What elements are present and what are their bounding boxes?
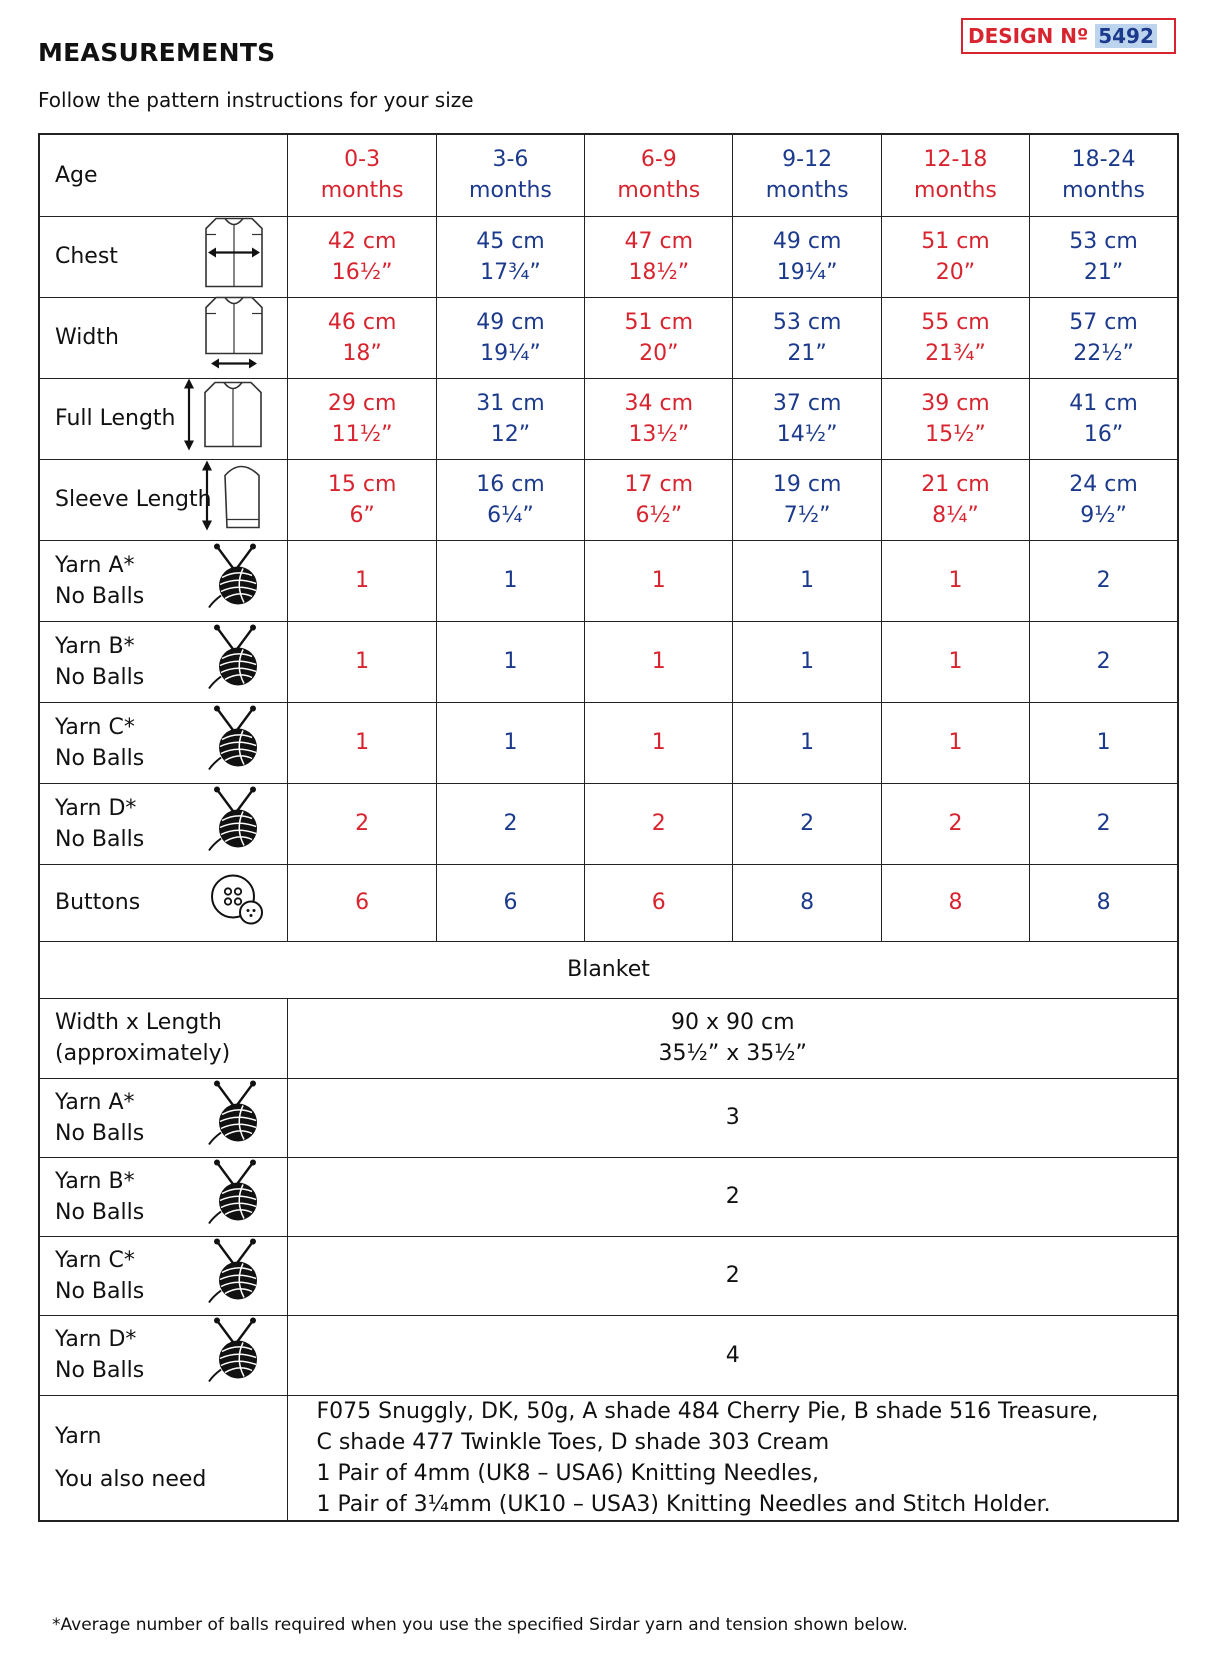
cell-value: 16 cm (476, 471, 545, 497)
value-cell (288, 216, 436, 297)
row-label: (approximately) (55, 1041, 231, 1066)
size-range: 12-18 (923, 147, 988, 173)
value-cell (288, 297, 436, 378)
row-label-cell (39, 134, 288, 216)
row-label: Yarn A* (55, 552, 135, 578)
cell-value: 57 cm (1069, 309, 1138, 335)
row-label: Chest (55, 244, 118, 269)
blanket-row (39, 1157, 1178, 1236)
sleeve-measure-icon (201, 457, 265, 542)
value-cell (288, 621, 436, 702)
value-cell (288, 702, 436, 783)
row-label: No Balls (55, 1120, 145, 1146)
yarn-ball-icon (207, 1080, 265, 1155)
age-row (39, 134, 1178, 216)
length-measure-icon (181, 376, 265, 461)
value-cell (1030, 216, 1178, 297)
value-cell (436, 297, 584, 378)
cell-value: 37 cm (772, 390, 842, 416)
yarn-ball-icon (207, 1318, 265, 1393)
row-label-cell (39, 540, 288, 621)
row-label-cell (39, 783, 288, 864)
cell-value: 55 cm (921, 309, 990, 335)
design-label: DESIGN Nº (968, 24, 1089, 48)
value-cell (1030, 783, 1178, 864)
size-unit: months (765, 178, 849, 204)
value-cell (436, 378, 584, 459)
row-label: Yarn C* (55, 1247, 135, 1273)
value-cell (585, 378, 733, 459)
cell-value: 2 (948, 811, 963, 836)
value-cell (881, 378, 1029, 459)
cell-value: 2 (503, 811, 518, 836)
cell-value: 1 (355, 568, 370, 593)
cell-value: 2 (1096, 649, 1111, 674)
blanket-value (288, 1157, 1178, 1236)
cell-value: 1 (355, 730, 370, 755)
cell-value: 1 (948, 568, 963, 593)
cell-value: 13½” (628, 421, 690, 447)
cell-value: 16½” (331, 259, 393, 285)
size-unit: months (914, 178, 997, 204)
value-cell (733, 621, 881, 702)
measurement-row (39, 297, 1178, 378)
width-measure-icon (203, 295, 265, 380)
row-label-cell (39, 621, 288, 702)
cell-value: 9½” (1080, 502, 1127, 528)
cell-value: 29 cm (327, 390, 397, 416)
value-cell (881, 621, 1029, 702)
value-cell (1030, 702, 1178, 783)
row-label: No Balls (55, 826, 145, 852)
value-cell (585, 540, 733, 621)
blanket-value (288, 998, 1178, 1078)
cell-value: 51 cm (624, 309, 694, 335)
value-cell (436, 702, 584, 783)
cell-value: 19 cm (772, 471, 842, 497)
cell-value: 21” (1083, 259, 1124, 285)
cell-value: 39 cm (921, 390, 990, 416)
row-label: Yarn B* (55, 633, 135, 659)
size-range: 6-9 (640, 147, 677, 173)
value-cell (733, 378, 881, 459)
row-label: No Balls (55, 1278, 145, 1304)
row-label-cell (39, 998, 288, 1078)
row-label: Yarn D* (55, 795, 137, 821)
cell-value: 11½” (331, 421, 393, 447)
value-cell (733, 783, 881, 864)
blanket-heading: Blanket (39, 941, 1178, 998)
blanket-value-line: 3 (725, 1105, 740, 1130)
cell-value: 1 (800, 649, 815, 674)
cell-value: 12” (490, 421, 531, 447)
cell-value: 1 (651, 730, 666, 755)
value-cell (881, 216, 1029, 297)
cell-value: 20” (935, 259, 976, 285)
measurement-row (39, 216, 1178, 297)
value-cell (585, 783, 733, 864)
row-label: Width (55, 325, 119, 350)
value-cell (436, 216, 584, 297)
cell-value: 1 (948, 730, 963, 755)
row-label: Sleeve Length (55, 487, 212, 512)
cell-value: 7½” (783, 502, 831, 528)
cell-value: 2 (800, 811, 815, 836)
cell-value: 1 (948, 649, 963, 674)
yarn-line: F075 Snuggly, DK, 50g, A shade 484 Cherry Pie, B shade 516 Treasure, (316, 1398, 1099, 1424)
value-cell (881, 783, 1029, 864)
cell-value: 41 cm (1069, 390, 1138, 416)
blanket-value-line: 4 (725, 1342, 740, 1368)
value-cell (436, 783, 584, 864)
row-label-cell (39, 297, 288, 378)
blanket-row (39, 1236, 1178, 1315)
value-cell (436, 864, 584, 941)
cell-value: 53 cm (1069, 228, 1138, 254)
cell-value: 42 cm (327, 228, 397, 254)
value-cell (733, 459, 881, 540)
cell-value: 45 cm (476, 228, 545, 254)
cell-value: 2 (1096, 568, 1111, 593)
row-label-cell (39, 1236, 288, 1315)
cell-value: 15 cm (327, 471, 397, 497)
row-label: No Balls (55, 1199, 145, 1225)
cell-value: 18½” (628, 259, 690, 285)
size-unit: months (617, 178, 701, 204)
cell-value: 19¼” (776, 259, 838, 285)
cell-value: 20” (639, 340, 679, 366)
size-range: 0-3 (344, 147, 381, 173)
measurement-row (39, 621, 1178, 702)
size-header-cell (288, 134, 436, 216)
cell-value: 1 (503, 730, 518, 755)
size-header-cell (881, 134, 1029, 216)
cell-value: 2 (355, 811, 370, 836)
cell-value: 1 (355, 649, 370, 674)
row-label-cell (39, 216, 288, 297)
chest-measure-icon (203, 214, 265, 299)
value-cell (881, 540, 1029, 621)
row-label: No Balls (55, 745, 145, 771)
blanket-value-line: 2 (725, 1184, 740, 1209)
blanket-value (288, 1236, 1178, 1315)
cell-value: 49 cm (476, 309, 545, 335)
value-cell (288, 459, 436, 540)
cell-value: 8 (1096, 890, 1111, 915)
value-cell (733, 216, 881, 297)
value-cell (881, 864, 1029, 941)
yarn-line: C shade 477 Twinkle Toes, D shade 303 Cream (316, 1429, 830, 1455)
size-range: 9-12 (782, 147, 833, 173)
size-range: 3-6 (492, 147, 529, 173)
measurement-row (39, 540, 1178, 621)
cell-value: 1 (800, 568, 815, 593)
value-cell (585, 702, 733, 783)
cell-value: 8 (948, 890, 963, 915)
cell-value: 47 cm (624, 228, 694, 254)
cell-value: 6 (651, 890, 666, 915)
value-cell (288, 540, 436, 621)
cell-value: 17¾” (480, 259, 541, 285)
cell-value: 21” (787, 340, 827, 366)
size-range: 18-24 (1071, 147, 1136, 173)
cell-value: 6” (349, 502, 375, 528)
measurement-row (39, 378, 1178, 459)
intro-text: Follow the pattern instructions for your size (38, 88, 474, 112)
cell-value: 8¼” (932, 502, 979, 528)
value-cell (1030, 378, 1178, 459)
cell-value: 18” (342, 340, 382, 366)
cell-value: 1 (651, 568, 666, 593)
value-cell (585, 297, 733, 378)
yarn-ball-icon (207, 543, 265, 618)
value-cell (733, 540, 881, 621)
row-label-cell (39, 459, 288, 540)
row-label: Yarn D* (55, 1327, 137, 1352)
yarn-info-text (288, 1395, 1178, 1521)
cell-value: 21 cm (921, 471, 990, 497)
row-label: Age (55, 162, 98, 188)
footnote: *Average number of balls required when you use the specified Sirdar yarn and tension shown below. (52, 1615, 908, 1635)
blanket-value-line: 2 (725, 1263, 740, 1288)
row-label: No Balls (55, 664, 145, 690)
value-cell (288, 378, 436, 459)
value-cell (1030, 459, 1178, 540)
value-cell (585, 864, 733, 941)
cell-value: 6 (355, 890, 370, 915)
blanket-row (39, 1078, 1178, 1157)
value-cell (881, 297, 1029, 378)
cell-value: 51 cm (921, 228, 990, 254)
cell-value: 22½” (1073, 340, 1134, 366)
yarn-info-row (39, 1395, 1178, 1521)
cell-value: 6¼” (487, 502, 534, 528)
row-label-cell (39, 1078, 288, 1157)
size-unit: months (320, 178, 404, 204)
measurement-row (39, 864, 1178, 941)
size-unit: months (1062, 178, 1145, 204)
size-header-cell (1030, 134, 1178, 216)
row-label-cell (39, 1315, 288, 1395)
row-label: Width x Length (55, 1010, 222, 1035)
measurement-row (39, 702, 1178, 783)
row-label: Buttons (55, 890, 141, 915)
blanket-row (39, 998, 1178, 1078)
yarn-ball-icon (207, 624, 265, 699)
cell-value: 19¼” (480, 340, 541, 366)
yarn-ball-icon (207, 1159, 265, 1234)
row-label: Yarn B* (55, 1168, 135, 1194)
cell-value: 17 cm (624, 471, 694, 497)
size-header-cell (733, 134, 881, 216)
yarn-ball-icon (207, 786, 265, 861)
cell-value: 14½” (776, 421, 838, 447)
blanket-value (288, 1315, 1178, 1395)
cell-value: 8 (800, 890, 815, 915)
cell-value: 1 (800, 730, 815, 755)
value-cell (1030, 864, 1178, 941)
value-cell (288, 783, 436, 864)
design-number-box (961, 18, 1176, 54)
cell-value: 16” (1083, 421, 1124, 447)
value-cell (436, 621, 584, 702)
measurement-row (39, 783, 1178, 864)
blanket-value-line: 35½” x 35½” (658, 1041, 807, 1066)
cell-value: 1 (651, 649, 666, 674)
row-label: Full Length (55, 406, 176, 431)
row-label: No Balls (55, 583, 145, 609)
row-label-cell (39, 1157, 288, 1236)
row-label: Yarn A* (55, 1089, 135, 1115)
cell-value: 34 cm (624, 390, 694, 416)
value-cell (733, 702, 881, 783)
value-cell (1030, 621, 1178, 702)
cell-value: 31 cm (476, 390, 545, 416)
size-header-cell (585, 134, 733, 216)
cell-value: 1 (503, 649, 518, 674)
measurements-table (38, 133, 1179, 1522)
cell-value: 15½” (925, 421, 986, 447)
also-need-label: You also need (55, 1466, 207, 1492)
yarn-ball-icon (207, 1238, 265, 1313)
value-cell (1030, 540, 1178, 621)
measurement-row (39, 459, 1178, 540)
yarn-ball-icon (207, 705, 265, 780)
value-cell (881, 459, 1029, 540)
value-cell (288, 864, 436, 941)
value-cell (436, 459, 584, 540)
value-cell (436, 540, 584, 621)
cell-value: 21¾” (925, 340, 986, 366)
also-line: 1 Pair of 3¼mm (UK10 – USA3) Knitting Needles and Stitch Holder. (316, 1491, 1051, 1517)
row-label: No Balls (55, 1358, 145, 1383)
cell-value: 6 (503, 890, 518, 915)
cell-value: 2 (651, 811, 666, 836)
value-cell (585, 459, 733, 540)
page-title: MEASUREMENTS (38, 38, 276, 67)
cell-value: 46 cm (327, 309, 397, 335)
row-label-cell (39, 864, 288, 941)
value-cell (1030, 297, 1178, 378)
blanket-value (288, 1078, 1178, 1157)
spacer (55, 1452, 287, 1464)
cell-value: 1 (1096, 730, 1111, 755)
also-line: 1 Pair of 4mm (UK8 – USA6) Knitting Needles, (316, 1460, 819, 1486)
cell-value: 6½” (635, 502, 683, 528)
blanket-heading-row (39, 941, 1178, 998)
row-label-cell (39, 378, 288, 459)
cell-value: 53 cm (772, 309, 842, 335)
value-cell (733, 297, 881, 378)
cell-value: 24 cm (1069, 471, 1138, 497)
cell-value: 49 cm (772, 228, 842, 254)
cell-value: 2 (1096, 811, 1111, 836)
value-cell (585, 621, 733, 702)
value-cell (881, 702, 1029, 783)
value-cell (733, 864, 881, 941)
size-unit: months (469, 178, 552, 204)
value-cell (585, 216, 733, 297)
row-label-cell (39, 702, 288, 783)
cell-value: 1 (503, 568, 518, 593)
button-icon (209, 870, 265, 935)
yarn-label: Yarn (55, 1423, 102, 1449)
blanket-row (39, 1315, 1178, 1395)
size-header-cell (436, 134, 584, 216)
row-label: Yarn C* (55, 714, 135, 740)
yarn-info-labels (39, 1395, 288, 1521)
blanket-value-line: 90 x 90 cm (670, 1010, 795, 1035)
design-number: 5492 (1095, 24, 1157, 48)
